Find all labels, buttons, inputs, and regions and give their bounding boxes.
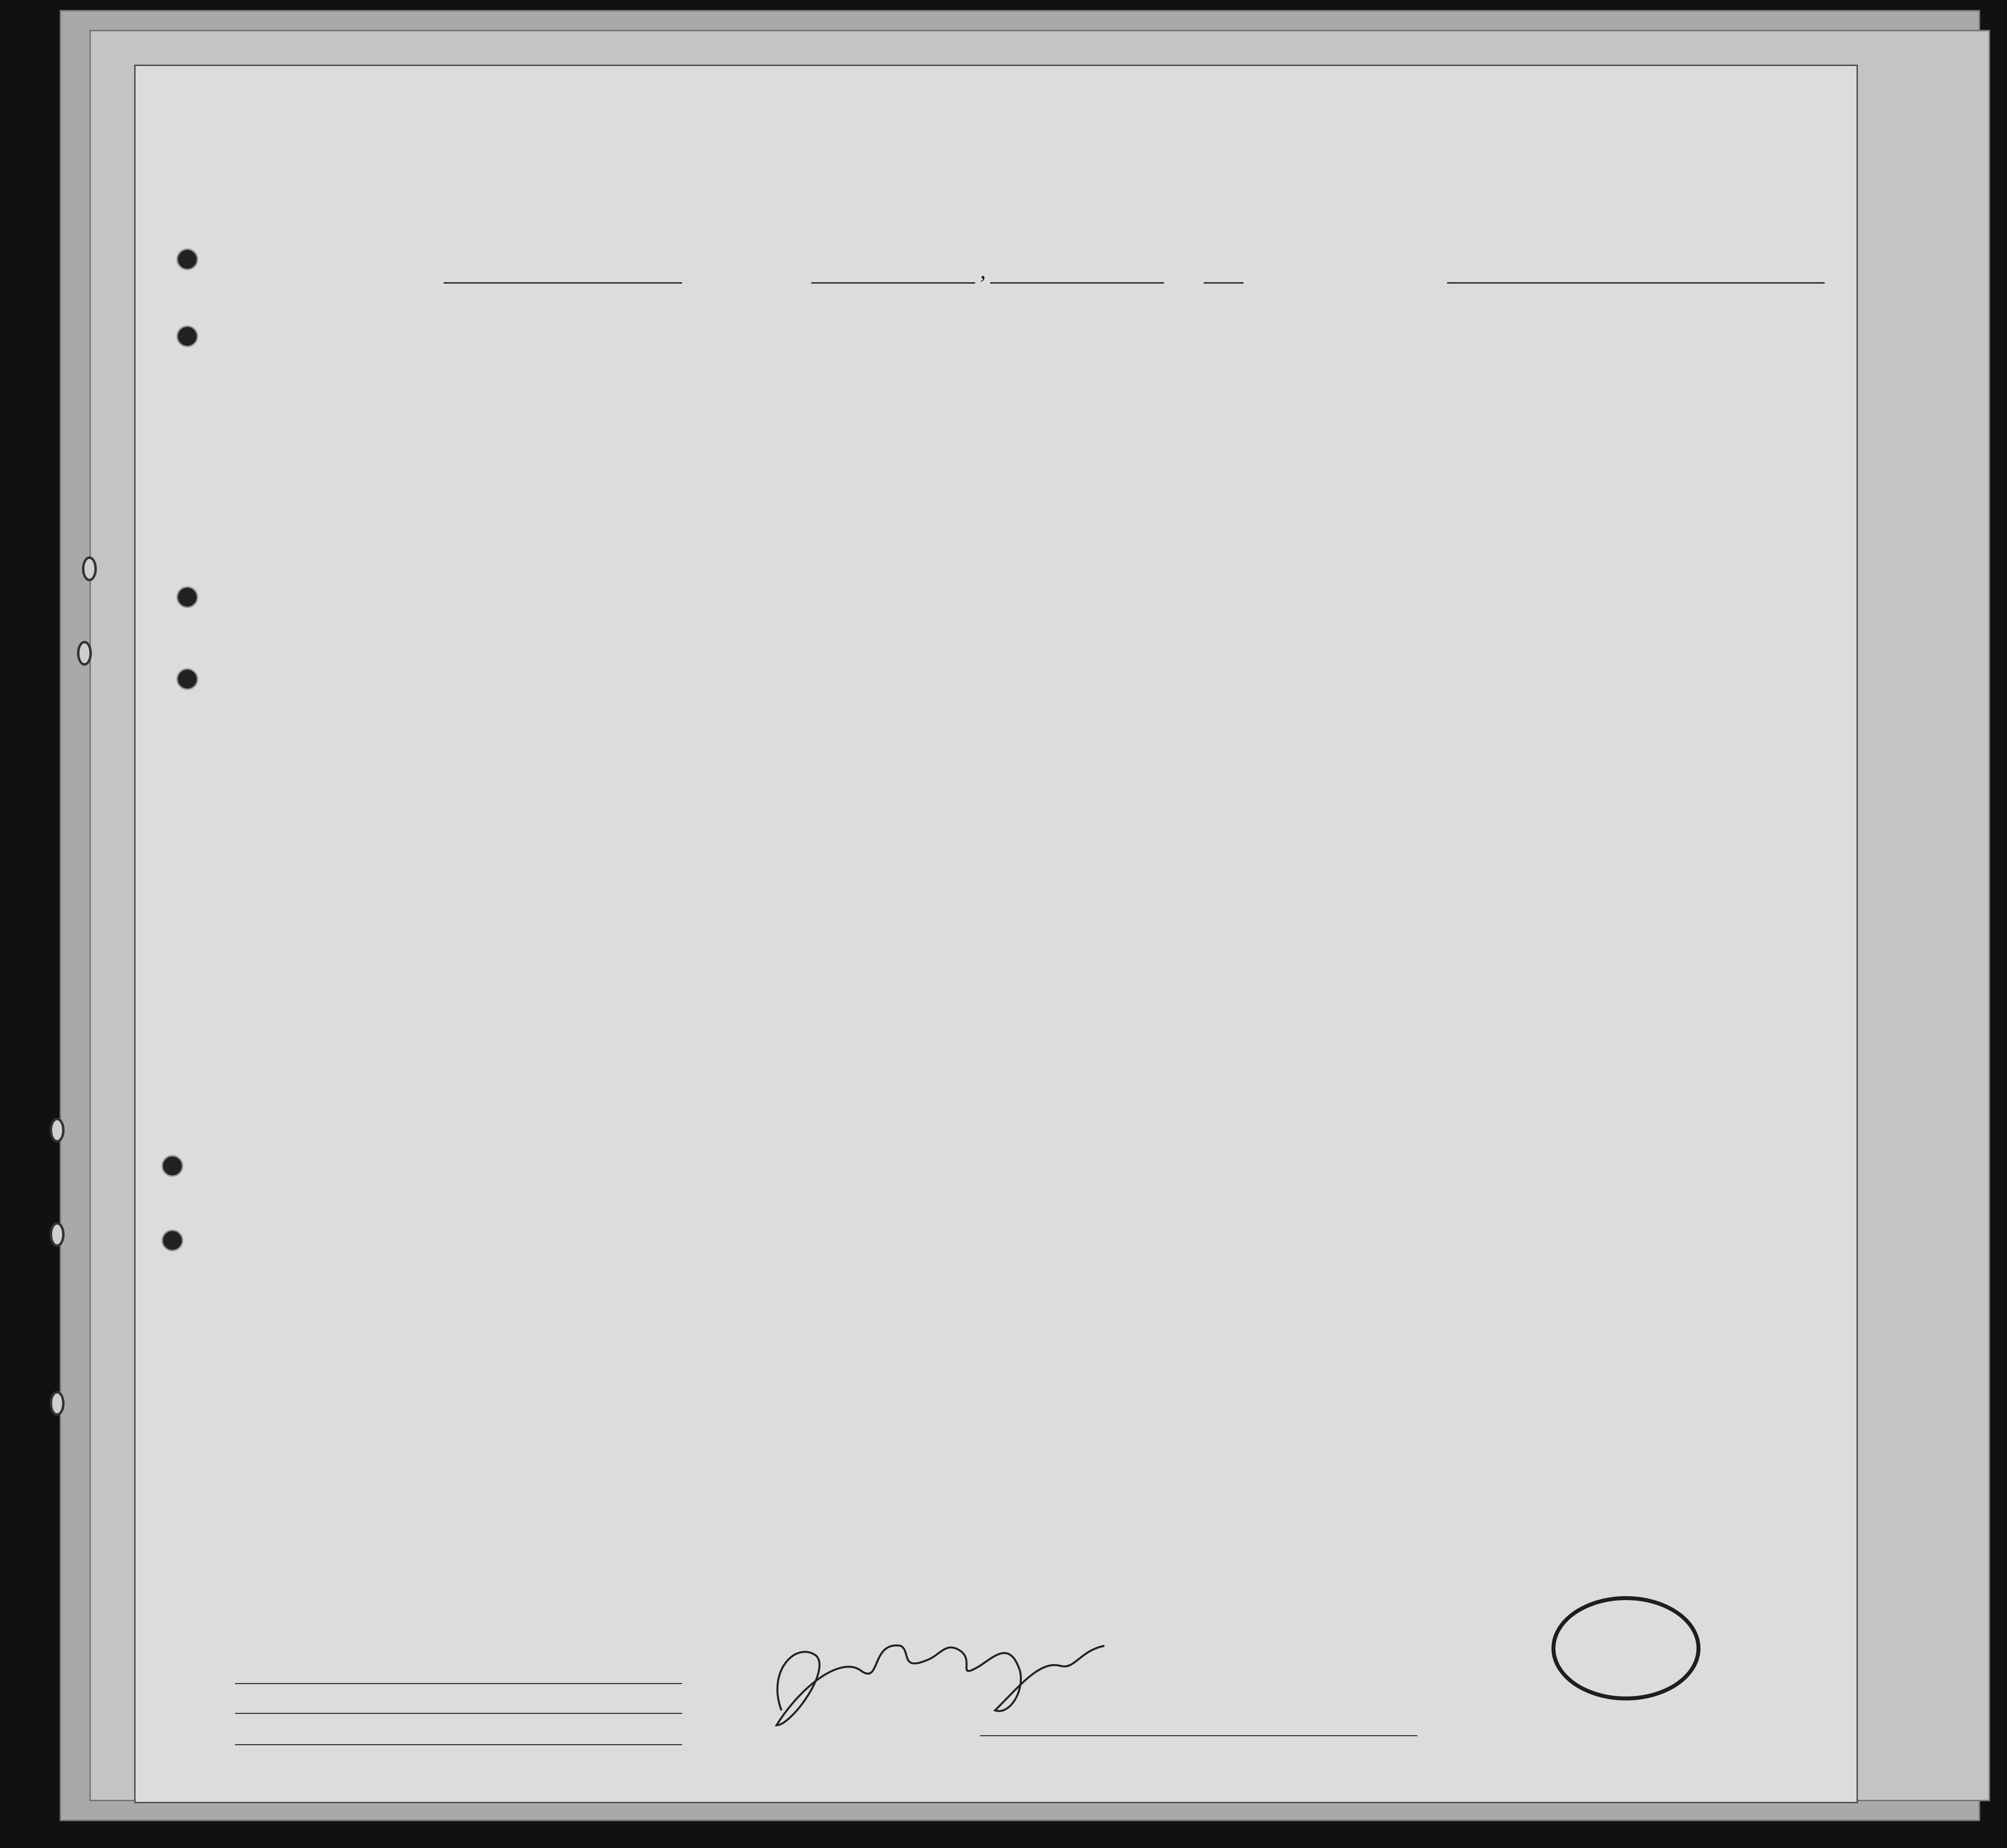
punch-hole — [161, 1155, 183, 1177]
binder-ring — [50, 1222, 65, 1247]
binder-ring — [50, 1118, 65, 1143]
vessel-line: , — [136, 255, 1859, 295]
inspector-signature — [762, 1611, 1119, 1730]
binder-ring — [50, 1391, 65, 1416]
punch-hole — [176, 668, 198, 690]
office-stamp — [1551, 1596, 1700, 1700]
binder-ring — [77, 641, 92, 666]
punch-hole — [176, 325, 198, 347]
punch-hole — [176, 586, 198, 608]
punch-hole — [161, 1230, 183, 1251]
manifest-page — [134, 65, 1858, 1803]
binder-ring — [82, 556, 97, 581]
punch-hole — [176, 248, 198, 270]
